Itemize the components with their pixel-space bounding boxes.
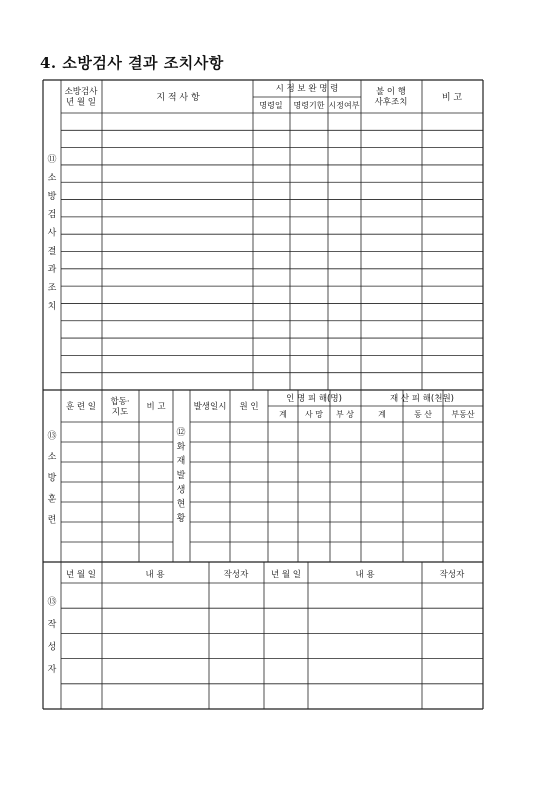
header-author-1: 작성자 (223, 570, 249, 580)
header-order-deadline: 명령기한 (293, 101, 325, 110)
header-author-2: 작성자 (439, 570, 465, 580)
header-casualty-total: 계 (279, 410, 287, 419)
header-real-estate: 부동산 (451, 410, 475, 419)
header-correction-status: 시정여부 (328, 101, 360, 110)
header-cause: 원 인 (239, 402, 259, 412)
fire-status-vertical-label: ⑫ 화 재 발 생 현 황 (176, 428, 186, 524)
header-joint-guidance: 합동· 지도 (110, 396, 130, 418)
header-injuries: 부 상 (336, 410, 354, 419)
header-order-date: 명령일 (259, 101, 283, 110)
header-fire-date: 발생일시 (193, 402, 227, 412)
section3-vertical-label: ⑬ 작 성 자 (47, 597, 57, 675)
header-property-total: 계 (378, 410, 386, 419)
header-property-damage: 재 산 피 해(천원) (389, 394, 455, 404)
section2-vertical-label: ⑬ 소 방 훈 련 (47, 431, 57, 526)
header-findings: 지 적 사 항 (156, 93, 200, 103)
header-correction-order: 시 정 보 완 명 령 (275, 84, 339, 94)
header-inspection-date: 소방검사 년 월 일 (64, 86, 98, 108)
form-labels (47, 83, 474, 675)
header-remarks: 비 고 (441, 93, 463, 103)
header-drill-date: 훈 련 일 (65, 402, 97, 412)
header-movable-property: 동 산 (414, 410, 432, 419)
header-deaths: 사 망 (305, 410, 323, 419)
section1-vertical-label: ⑪ 소 방 검 사 결 과 조 치 (47, 155, 57, 312)
header-author-date-1: 년 월 일 (65, 570, 97, 580)
header-casualties: 인 명 피 해(명) (286, 394, 342, 404)
header-content-2: 내 용 (355, 570, 375, 580)
header-content-1: 내 용 (145, 570, 165, 580)
header-author-date-2: 년 월 일 (270, 570, 302, 580)
header-drill-remarks: 비 고 (146, 402, 166, 412)
page-title: 4. 소방검사 결과 조치사항 (40, 54, 224, 72)
header-noncompliance-action: 불 이 행 사후조치 (374, 86, 408, 108)
